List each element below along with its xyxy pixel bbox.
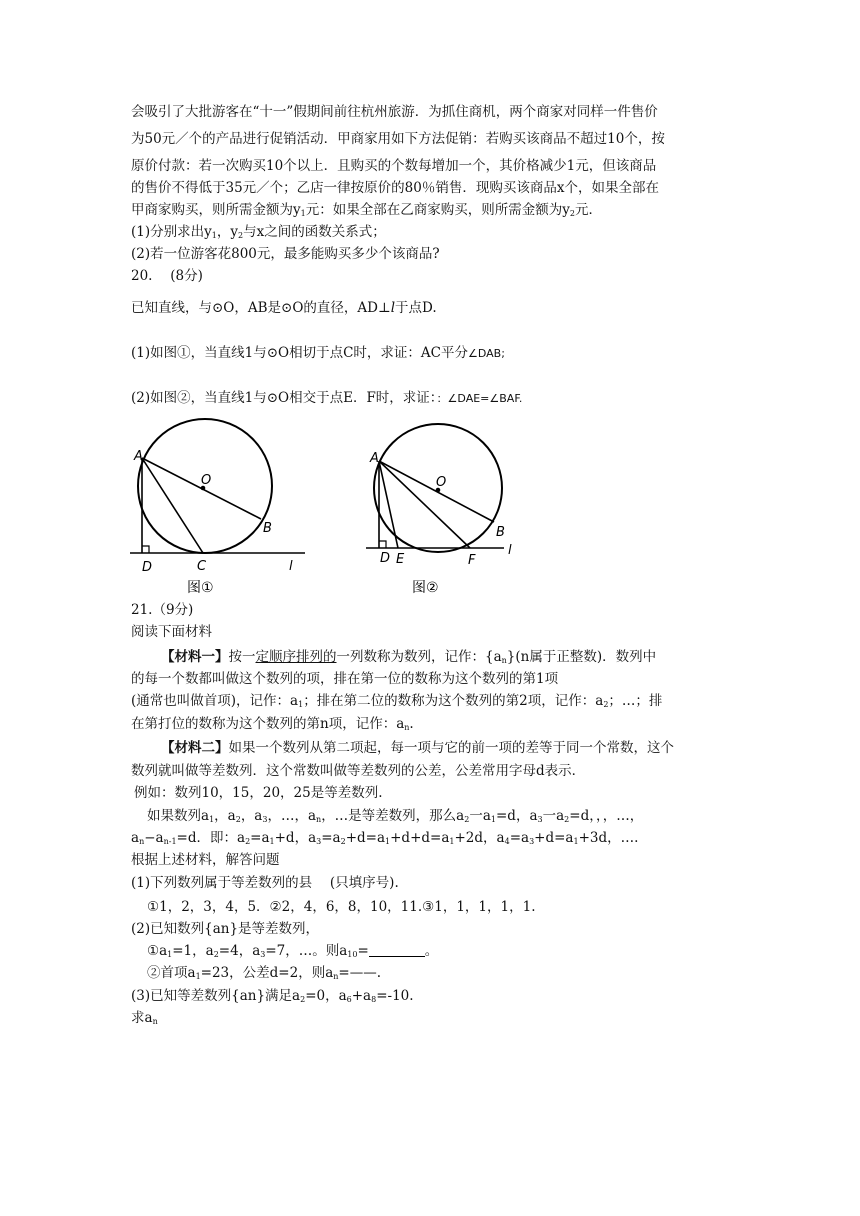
fig1-label-c: C [197, 559, 207, 574]
fig2-label-e: E [396, 552, 405, 567]
fig2-label-o: O [436, 475, 447, 490]
p21-question-1-options: ①1，2，3，4，5．②2，4，6，8，10，11.③1，1，1，1，1. [147, 899, 536, 915]
p19-line-4: 的售价不得低于35元／个；乙店一律按原价的80％销售．现购买该商品x个，如果全部在 [131, 180, 659, 196]
p21-question-3: (3)已知等差数列{an}满足$a_2=0$，$a_6+a_8=-10$. [131, 988, 414, 1004]
figure-1 [125, 418, 305, 598]
fig2-caption: 图② [412, 580, 439, 596]
fig1-label-l: l [289, 559, 293, 574]
p21-question-1: (1)下列数列属于等差数列的县 (只填序号). [131, 875, 399, 891]
p21-material-2-line-2: 数列就叫做等差数列．这个常数叫做等差数列的公差，公差常用字母d表示． [131, 763, 586, 779]
fig1-caption: 图① [187, 580, 214, 596]
fig2-label-f: F [468, 553, 476, 568]
fig2-label-b: B [496, 525, 505, 540]
fig1-label-d: D [142, 560, 153, 575]
p19-line-5: 甲商家购买，则所需金额为$y_1$元：如果全部在乙商家购买，则所需金额为$y_2$元． [131, 202, 602, 218]
p21-material-2-line-1: 【材料二】如果一个数列从第二项起，每一项与它的前一项的差等于同一个常数，这个 [161, 740, 674, 756]
fig2-label-d: D [380, 551, 391, 566]
p21-definition-line-2: $a_n-a_{n-1}=d$．即：$a_2=a_1+d$，$a_3=a_2+d=a_1+d+d=a_1+2d$，$a_4=a_3+d=a_1+3d$，…. [131, 830, 639, 846]
p20-question-2: (2)如图②，当直线1与⊙O相交于点E．F时，求证：：∠DAE=∠BAF. [131, 390, 523, 406]
fig1-label-b: B [263, 521, 272, 536]
p21-question-3-ask: 求$a_n$ [131, 1010, 158, 1026]
fig2-right-angle-mark [379, 541, 386, 548]
p21-definition-line-1: 如果数列$a_1$，$a_2$，$a_3$，…，$a_n$，…是等差数列，那么$a_2$一$a_1=d$，$a_3$一$a_2=d$，，，…， [147, 808, 644, 824]
p19-question-2: (2)若一位游客花800元，最多能购买多少个该商品? [131, 246, 440, 262]
p21-material-1-line-3: (通常也叫做首项)，记作：$a_1$；排在第二位的数称为这个数列的第2项，记作：$a_2$；…；排 [131, 693, 663, 709]
p20-heading: 20. (8分) [131, 268, 203, 284]
p21-instruction: 根据上述材料，解答问题 [131, 852, 280, 868]
fig2-segment-af [379, 461, 470, 548]
p21-material-1-line-2: 的每一个数都叫做这个数列的项，排在第一位的数称为这个数列的第1项 [131, 671, 559, 687]
fig2-label-l: l [508, 543, 512, 558]
p21-question-2-part-1: $①a_1=1$，$a_2=4$，$a_3=7$，…。则$a_{10}=$ 。 [147, 943, 439, 959]
p20-stem: 已知直线，与⊙O，AB是⊙O的直径，AD⊥l于点D. [131, 300, 437, 316]
p21-question-2-part-2: ②首项$a_1=23$，公差d=2，则$a_n=——$. [147, 965, 382, 981]
p20-question-1: (1)如图①，当直线1与⊙O相切于点C时，求证：AC平分∠DAB; [131, 345, 505, 361]
p19-line-3: 原价付款：若一次购买10个以上．且购买的个数每增加一个，其价格减少1元，但该商品 [131, 158, 657, 174]
figure-2 [366, 418, 536, 598]
fig1-label-a: A [134, 449, 143, 464]
fig2-segment-ae [379, 461, 398, 548]
p21-material-1-line-1: 【材料一】按一定顺序排列的一列数称为数列，记作：$\{a_n\}(n$属于正整数)．数列中 [161, 649, 657, 665]
fig1-right-angle-mark [142, 546, 149, 553]
p21-question-2: (2)已知数列{an}是等差数列， [131, 921, 320, 937]
p19-question-1: (1)分别求出$y_1$，$y_2$与x之间的函数关系式； [131, 224, 386, 240]
fig1-label-o: O [201, 473, 212, 488]
fig2-label-a: A [370, 451, 379, 466]
p21-material-1-line-4: 在第打位的数称为这个数列的第n项，记作：$a_n$. [131, 716, 414, 732]
answer-blank [369, 942, 425, 957]
p21-heading: 21.（9分) [131, 602, 194, 618]
p19-line-1: 会吸引了大批游客在“十一”假期间前往杭州旅游．为抓住商机，两个商家对同样一件售价 [131, 104, 658, 120]
p21-example: 例如：数列10，15，20，25是等差数列. [134, 785, 383, 801]
p19-line-2: 为50元／个的产品进行促销活动．甲商家用如下方法促销：若购买该商品不超过10个，按 [131, 131, 665, 147]
p21-read-label: 阅读下面材料 [131, 624, 212, 640]
fig1-segment-ac [142, 458, 203, 553]
